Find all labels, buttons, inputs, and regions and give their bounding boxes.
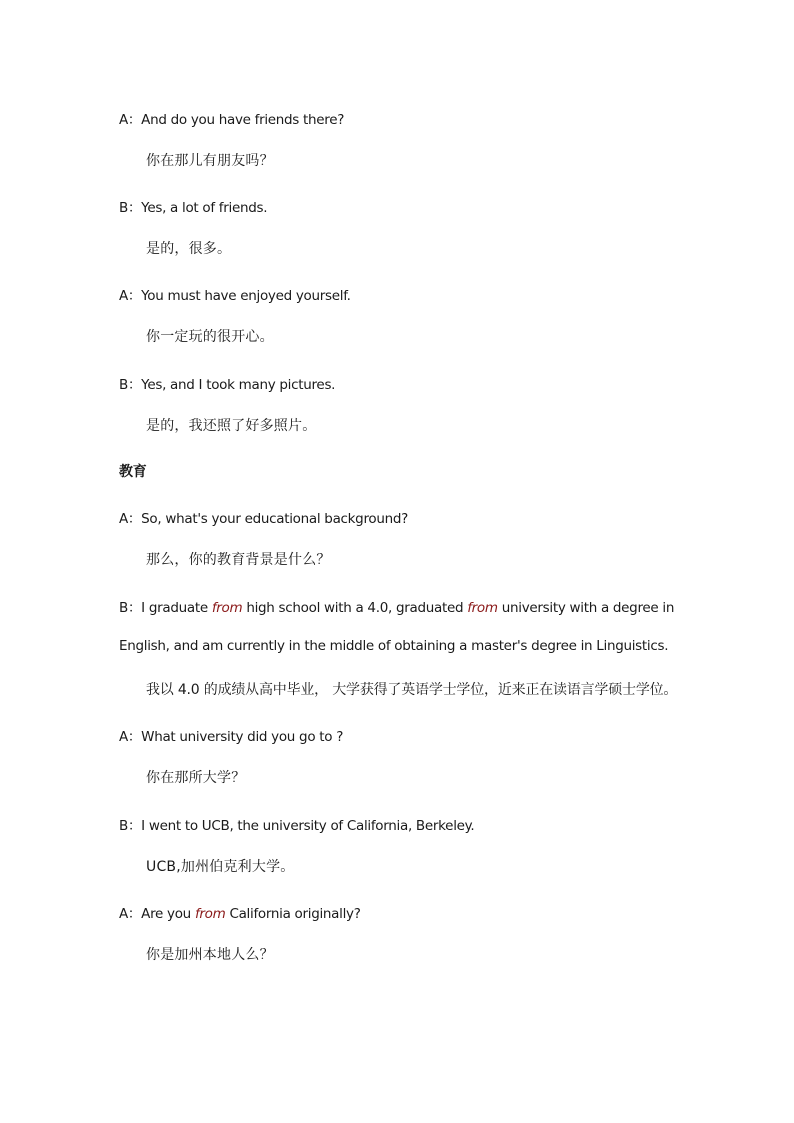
speaker-label: A：	[119, 288, 142, 304]
dialogue-line-zh: 你一定玩的很开心。	[146, 329, 274, 345]
dialogue-line-zh: 你是加州本地人么？	[146, 947, 274, 963]
dialogue-line-en	[119, 196, 267, 216]
highlighted-word: from	[194, 906, 226, 922]
dialogue-line-zh: 那么，你的教育背景是什么？	[146, 552, 331, 568]
dialogue-line-en-continued: English, and am currently in the middle of obtaining a master's degree in Linguistics.	[119, 638, 669, 654]
dialogue-line-en	[119, 814, 474, 834]
speaker-label: A：	[119, 511, 142, 527]
dialogue-line-en	[119, 725, 343, 745]
speaker-label: A：	[119, 729, 142, 745]
dialogue-line-en	[119, 596, 674, 616]
english-text: university with a degree in	[497, 600, 675, 616]
english-text: Are you	[141, 906, 195, 922]
dialogue-line-en	[119, 284, 351, 304]
speaker-label: B：	[119, 377, 142, 393]
dialogue-line-zh: 是的，我还照了好多照片。	[146, 418, 317, 434]
speaker-label: B：	[119, 200, 142, 216]
english-text: So, what's your educational background?	[141, 511, 409, 527]
english-text: high school with a 4.0, graduated	[242, 600, 468, 616]
dialogue-line-en	[119, 373, 335, 393]
dialogue-line-en	[119, 902, 361, 922]
dialogue-line-zh: UCB,加州伯克利大学。	[146, 859, 295, 875]
english-text: I went to UCB, the university of California, Berkeley.	[141, 818, 475, 834]
dialogue-line-zh: 是的，很多。	[146, 241, 232, 257]
dialogue-line-zh: 你在那儿有朋友吗？	[146, 153, 274, 169]
highlighted-word: from	[467, 600, 498, 616]
speaker-label: A：	[119, 112, 142, 128]
speaker-label: B：	[119, 818, 142, 834]
english-text: Yes, a lot of friends.	[141, 200, 268, 216]
english-text: And do you have friends there?	[141, 112, 345, 128]
dialogue-line-en	[119, 108, 344, 128]
dialogue-line-zh: 我以 4.0 的成绩从高中毕业， 大学获得了英语学士学位，近来正在读语言学硕士学位。	[146, 682, 678, 698]
english-text: You must have enjoyed yourself.	[141, 288, 351, 304]
speaker-label: A：	[119, 906, 142, 922]
section-heading: 教育	[119, 464, 147, 480]
speaker-label: B：	[119, 600, 142, 616]
english-text: California originally?	[225, 906, 361, 922]
dialogue-line-zh: 你在那所大学？	[146, 770, 246, 786]
english-text: What university did you go to ?	[141, 729, 344, 745]
english-text: I graduate	[141, 600, 212, 616]
highlighted-word: from	[211, 600, 243, 616]
dialogue-line-en	[119, 507, 408, 527]
english-text: Yes, and I took many pictures.	[141, 377, 336, 393]
